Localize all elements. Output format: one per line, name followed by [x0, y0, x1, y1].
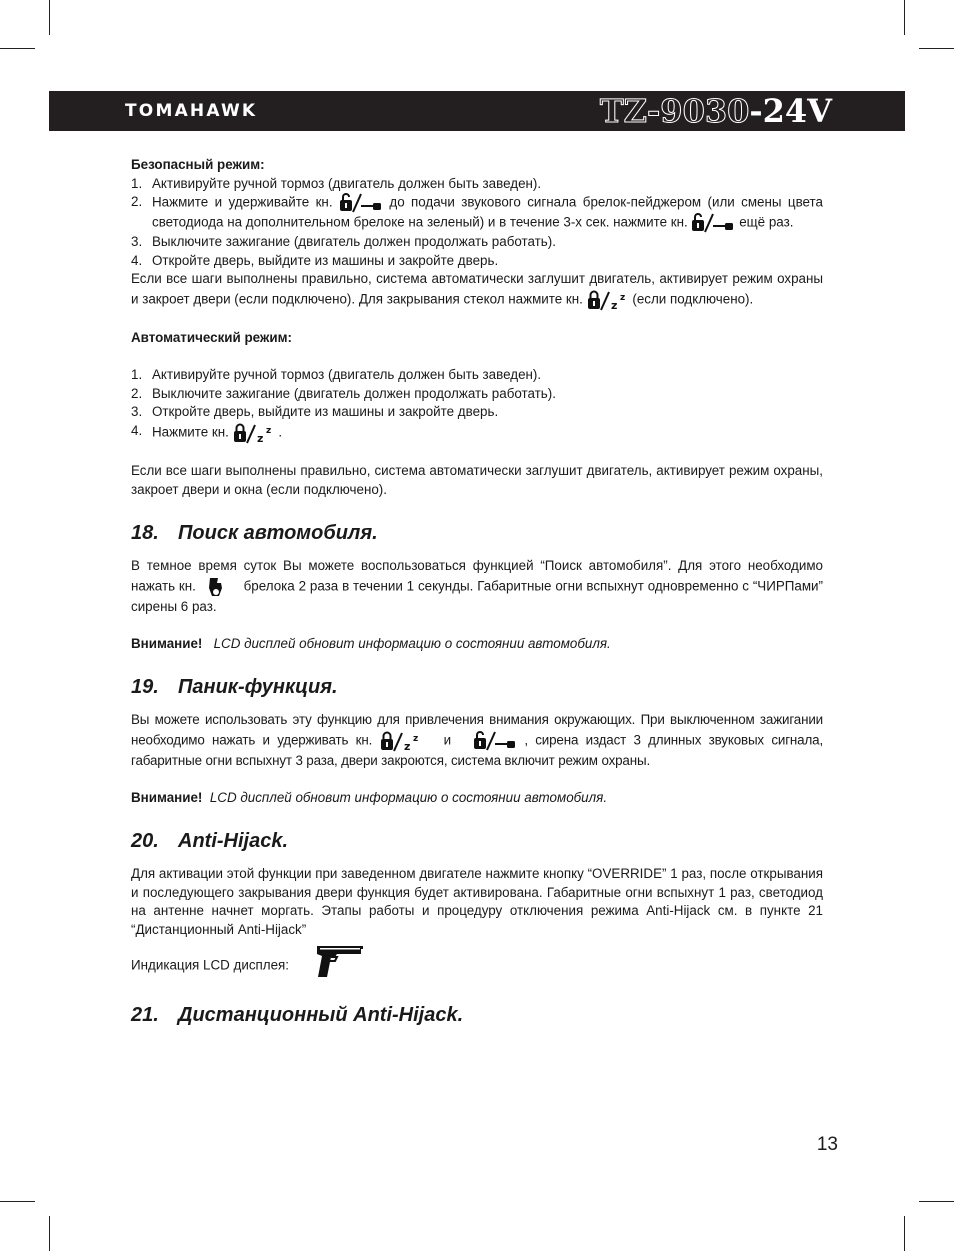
section-19-heading: 19. Паник-функция. [131, 676, 338, 698]
section-21-heading: 21. Дистанционный Anti-Hijack. [131, 1004, 464, 1026]
lock-zz-icon [587, 289, 629, 311]
car-search-icon [200, 576, 240, 598]
section-19-text: Вы можете использовать эту функцию для привлечения внимания окружающих. При выключенном зажигании необходимо нажать и удерживать кн. z z и , сирена издаст 3 длинных звуковых сигнала, габаритные огни вспыхнут 3 раза, двери закроются, система включит режим охраны. [131, 712, 824, 768]
list-item: 4. Нажмите кн. z z . [131, 422, 283, 444]
crop-mark [919, 1201, 954, 1202]
crop-mark [49, 1216, 50, 1251]
unlock-key-icon [473, 731, 517, 751]
auto-mode-steps [131, 366, 823, 444]
list-item: 1. Активируйте ручной тормоз (двигатель должен быть заведен). [131, 175, 542, 191]
pistol-icon [315, 943, 365, 979]
list-item: 2. Выключите зажигание (двигатель должен продолжать работать). [131, 385, 556, 401]
list-item: 2. Нажмите и удерживайте кн. до подачи звукового сигнала брелок-пейджером (или смены цвета светодиода на дополнительном брелоке на зеленый) и в течение 3-х сек. нажмите кн. ещё раз. [131, 193, 823, 233]
svg-text:z: z [619, 292, 625, 303]
brand-logo: TOMAHAWK [125, 101, 258, 121]
crop-mark [904, 1216, 905, 1251]
crop-mark [919, 48, 954, 49]
svg-text:z: z [610, 298, 618, 311]
model-voltage: -24V [749, 92, 832, 130]
list-item: 3. Откройте дверь, выйдите из машины и закройте дверь. [131, 404, 499, 419]
page-number: 13 [816, 1134, 838, 1155]
header-band [49, 91, 905, 131]
section-18-warning: Внимание! LCD дисплей обновит информацию о состоянии автомобиля. [131, 635, 611, 651]
auto-mode-title: Автоматический режим: [131, 330, 292, 345]
unlock-key-icon [339, 193, 383, 213]
list-item: 3. Выключите зажигание (двигатель должен продолжать работать). [131, 234, 556, 249]
list-item: 1. Активируйте ручной тормоз (двигатель должен быть заведен). [131, 367, 542, 382]
svg-text:z: z [265, 425, 271, 436]
svg-text:z: z [403, 739, 410, 752]
section-20-heading: 20. Anti-Hijack. [131, 830, 289, 852]
svg-text:z: z [256, 431, 264, 444]
crop-mark [904, 0, 905, 35]
model-name [600, 91, 832, 131]
safe-mode-note: Если все шаги выполнены правильно, система автоматически заглушит двигатель, активирует режим охраны и закроет двери (если подключено). Для закрывания стекол нажмите кн. z z (если подключено). [131, 271, 823, 311]
section-18-heading: 18. Поиск автомобиля. [131, 522, 378, 544]
section-20-text: Для активации этой функции при заведенном двигателе нажмите кнопку “OVERRIDE” 1 раз, после открывания и последующего закрывания двери функция будет активирована. Габаритные огни вспыхнут 1 раз, светодиод на антенне начнет моргать. Этапы работы и процедуру отключения режима Anti-Hijack см. в пункте 21 “Дистанционный Anti-Hijack” [131, 866, 823, 937]
model-outline: TZ-9030 [599, 92, 750, 130]
auto-mode-note: Если все шаги выполнены правильно, система автоматически заглушит двигатель, активирует режим охраны, закроет двери и окна (если подключено). [131, 463, 823, 497]
lock-zz-icon [380, 730, 422, 752]
lcd-indication: Индикация LCD дисплея: [131, 953, 823, 979]
lock-zz-icon [233, 422, 275, 444]
safe-mode-steps [131, 175, 823, 271]
section-19-warning: Внимание! LCD дисплей обновит информацию о состоянии автомобиля. [131, 789, 608, 805]
crop-mark [0, 1201, 35, 1202]
unlock-key-icon [691, 213, 735, 233]
list-item: 4. Откройте дверь, выйдите из машины и закройте дверь. [131, 252, 499, 268]
crop-mark [49, 0, 50, 35]
safe-mode-title: Безопасный режим: [131, 157, 265, 172]
page-content [131, 156, 823, 1029]
svg-text:z: z [412, 733, 418, 744]
crop-mark [0, 48, 35, 49]
section-18-text: В темное время суток Вы можете воспользоваться функцией “Поиск автомобиля”. Для этого необходимо нажать кн. брелока 2 раза в течении 1 секунды. Габаритные огни вспыхнут одновременно с “ЧИРПами” сирены 6 раз. [131, 558, 823, 614]
